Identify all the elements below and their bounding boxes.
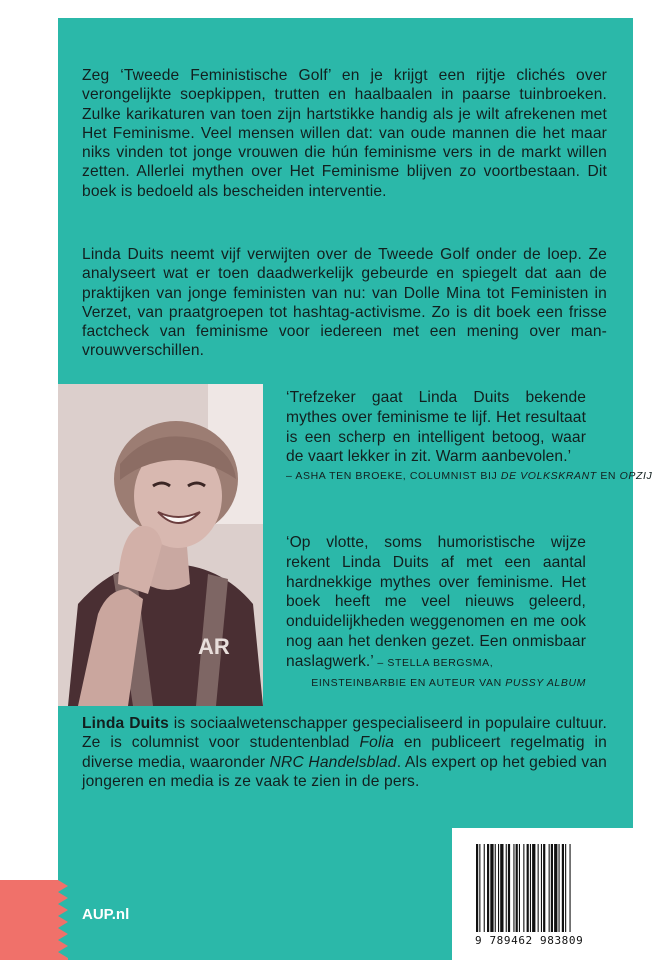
- quote-2-author: – STELLA BERGSMA,: [373, 656, 494, 669]
- barcode-bar: [549, 844, 550, 932]
- barcode-bar: [487, 844, 489, 932]
- quote-1-author: – ASHA TEN BROEKE, COLUMNIST BIJ: [286, 470, 501, 483]
- review-quote-2: [286, 533, 586, 693]
- bio-folia: Folia: [359, 734, 395, 752]
- review-quote-1: [286, 388, 653, 487]
- barcode-bar: [538, 844, 539, 932]
- barcode-bar: [551, 844, 553, 932]
- barcode-bar: [506, 844, 507, 932]
- barcode-bar: [479, 844, 480, 932]
- barcode-bar: [516, 844, 518, 932]
- blurb-paragraph-2: Linda Duits neemt vijf verwijten over de Tweede Golf onder de loep. Ze analyseert wat er toen daadwerkelijk gebeurde en spiegelt dat aan de praktijken van jonge feministen van nu: van Dolle Mina tot Feministen in Verzet, van praatgroepen tot hashtag-activisme. Zo is dit boek een frisse factcheck van feminisme voor iedereen met een mening over man-vrouwverschillen.: [82, 246, 607, 360]
- barcode-bar: [565, 844, 566, 932]
- publisher-link[interactable]: AUP.nl: [82, 906, 130, 923]
- author-bio: [82, 714, 607, 791]
- svg-text:AR: AR: [198, 634, 230, 659]
- barcode-bar: [500, 844, 503, 932]
- author-portrait-illustration: [58, 384, 263, 706]
- quote-2-text: ‘Op vlotte, soms humoristische wijze rekent Linda Duits af met een aantal hardnekkige mythes over feminisme. Het boek heeft me veel nieuws geleerd, onduidelijkheden weggenomen en me ook nog aan het denken gezet. Een onmisbaar naslagwerk.’: [286, 534, 586, 670]
- barcode-bar: [554, 844, 557, 932]
- isbn-number: 9 789462 983809: [475, 934, 584, 947]
- barcode-bar: [495, 844, 496, 932]
- barcode-bar: [476, 844, 478, 932]
- barcode-bar: [498, 844, 499, 932]
- barcode-bar: [530, 844, 531, 932]
- bio-name: Linda Duits: [82, 715, 169, 732]
- barcode-bar: [527, 844, 529, 932]
- quote-1-publication-1: DE VOLKSKRANT: [500, 470, 597, 483]
- barcode-icon: [452, 828, 634, 933]
- quote-2-book: PUSSY ALBUM: [505, 676, 586, 689]
- blurb-paragraph-1: Zeg ‘Tweede Feministische Golf’ en je krijgt een rijtje clichés over verongelijkte soepkippen, trutten en haalbaalen in paarse tuinbroeken. Zulke karikaturen van toen zijn hartstikke handig als je wilt afrekenen met Het Feminisme. Veel mensen willen dat: van oude mannen die het maar niks vinden tot jonge vrouwen die hún feminisme vers in de markt willen zetten. Allerlei mythen over Het Feminisme blijven zo voortbestaan. Dit boek is bedoeld als bescheiden interventie.: [82, 67, 607, 200]
- quote-2-role: EINSTEINBARBIE EN AUTEUR VAN: [311, 676, 506, 689]
- quote-1-and: EN: [596, 470, 620, 483]
- bio-text-1: is sociaalwetenschapper gespecialiseerd in populaire cultuur. Ze is columnist voor studentenblad: [82, 715, 607, 752]
- quote-1-attribution: [286, 467, 653, 487]
- author-photo: [58, 384, 263, 706]
- barcode-bar: [559, 844, 560, 932]
- back-cover: [58, 18, 653, 960]
- barcode-bar: [490, 844, 493, 932]
- barcode-bar: [523, 844, 524, 932]
- pink-corner-accent: [0, 880, 68, 960]
- bio-text-2: en publiceert regelmatig in diverse media, waaronder: [82, 734, 607, 771]
- quote-1-publication-2: OPZIJ: [619, 470, 653, 483]
- barcode-bar: [570, 844, 571, 932]
- quote-2-attribution: [286, 674, 586, 694]
- bio-text-3: . Als expert op het gebied van jongeren en media is ze vaak te zien in de pers.: [82, 753, 607, 790]
- bio-nrc: NRC Handelsblad: [269, 753, 397, 771]
- barcode-bar: [508, 844, 510, 932]
- barcode-bar: [543, 844, 545, 932]
- quote-1-text: ‘Trefzeker gaat Linda Duits bekende mythes over feminisme te lijf. Het resultaat is een scherp en intelligent betoog, waar de vaart lekker in zit. Warm aanbevolen.’: [286, 389, 586, 466]
- barcode-bar: [513, 844, 514, 932]
- barcode-bar: [519, 844, 520, 932]
- barcode-bar: [541, 844, 542, 932]
- barcode-bar: [484, 844, 485, 932]
- barcode-bar: [532, 844, 535, 932]
- barcode-bar: [562, 844, 564, 932]
